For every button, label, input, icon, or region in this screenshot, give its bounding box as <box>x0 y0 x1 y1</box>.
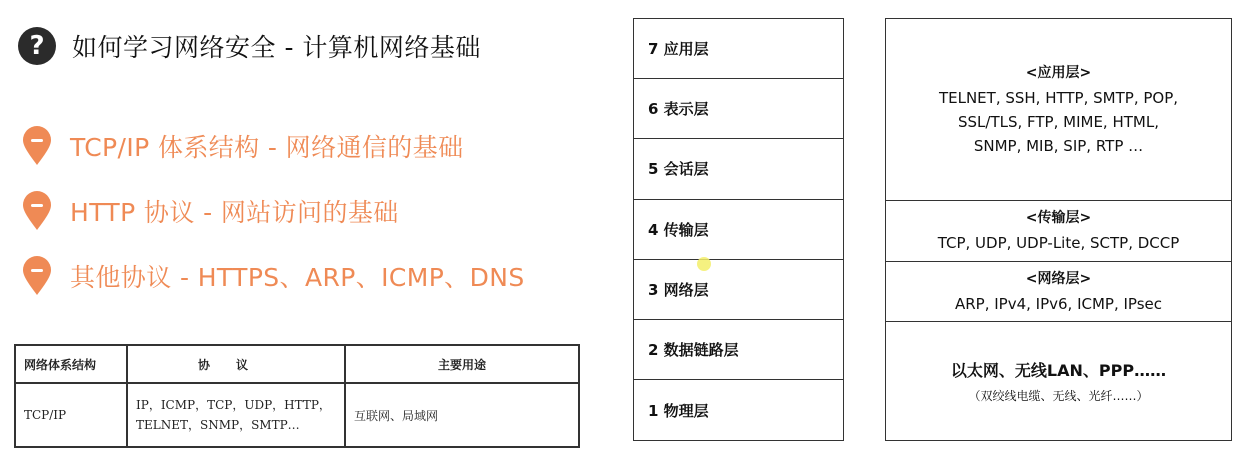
bullet-item <box>22 193 525 229</box>
osi-layer-5: 5 会话层 <box>634 139 843 199</box>
map-pin-icon <box>22 126 52 166</box>
tcpip-model <box>885 18 1232 441</box>
bullet-text: HTTP 协议 - 网站访问的基础 <box>70 198 399 227</box>
protocol-table <box>14 344 580 448</box>
tcpip-link-layer <box>886 322 1231 440</box>
osi-layer-4: 4 传输层 <box>634 200 843 260</box>
cell-architecture: TCP/IP <box>15 383 127 447</box>
table-row <box>15 383 579 447</box>
bullet-item <box>22 258 525 294</box>
osi-layer-3: 3 网络层 <box>634 260 843 320</box>
layer-protocols: ARP, IPv4, IPv6, ICMP, IPsec <box>954 294 1163 313</box>
protocols-line: TELNET，SNMP，SMTP… <box>136 418 300 432</box>
header-protocol: 协议 <box>127 345 345 383</box>
osi-layer-1: 1 物理层 <box>648 401 709 420</box>
protocol-line: SSL/TLS, FTP, MIME, HTML, <box>958 112 1159 131</box>
page-title: 如何学习网络安全 - 计算机网络基础 <box>72 33 481 62</box>
osi-model <box>633 18 844 441</box>
osi-layer-7: 7 应用层 <box>634 19 843 79</box>
layer-protocols: 以太网、无线LAN、PPP…… <box>950 361 1167 380</box>
protocol-line: SNMP, MIB, SIP, RTP … <box>973 136 1144 155</box>
layer-heading: <网络层> <box>1025 270 1092 287</box>
tcpip-network-layer <box>886 262 1231 322</box>
map-pin-icon <box>22 256 52 296</box>
layer-protocols: TCP, UDP, UDP-Lite, SCTP, DCCP <box>937 234 1180 252</box>
cursor-highlight <box>697 257 711 271</box>
layer-heading: <应用层> <box>1025 64 1092 81</box>
layer-heading: <传输层> <box>1025 210 1092 226</box>
bullet-item <box>22 128 525 164</box>
bullet-text: 其他协议 - HTTPS、ARP、ICMP、DNS <box>70 263 525 292</box>
protocol-line: TELNET, SSH, HTTP, SMTP, POP, <box>938 88 1179 107</box>
osi-layer-6: 6 表示层 <box>634 79 843 139</box>
osi-layer-2: 2 数据链路层 <box>634 320 843 380</box>
bullet-text: TCP/IP 体系结构 - 网络通信的基础 <box>70 133 464 162</box>
layer-protocols <box>939 86 1178 158</box>
title-row <box>18 26 481 66</box>
tcpip-application-layer <box>886 19 1231 201</box>
header-architecture: 网络体系结构 <box>15 345 127 383</box>
header-usage: 主要用途 <box>345 345 579 383</box>
cell-usage: 互联网、局域网 <box>345 383 579 447</box>
tcpip-transport-layer <box>886 201 1231 262</box>
bullet-list <box>22 128 525 323</box>
map-pin-icon <box>22 191 52 231</box>
layer-media: （双绞线电缆、无线、光纤……） <box>968 389 1149 403</box>
question-icon: ? <box>18 27 56 65</box>
table-header-row <box>15 345 579 383</box>
cell-protocols <box>127 383 345 447</box>
protocols-line: IP，ICMP，TCP，UDP，HTTP， <box>136 398 331 412</box>
